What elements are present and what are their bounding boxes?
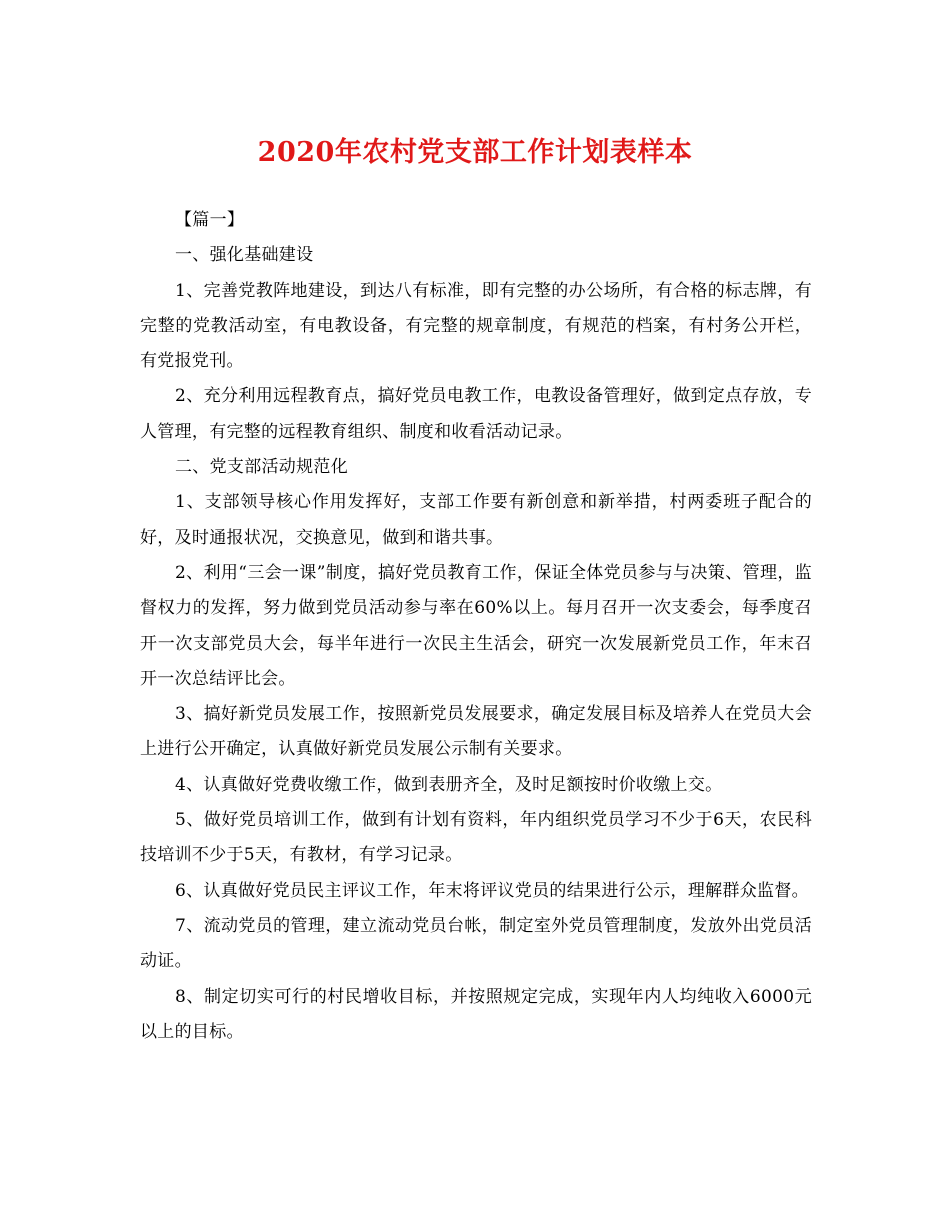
paragraph: 1、支部领导核心作用发挥好，支部工作要有新创意和新举措，村两委班子配合的好，及时通报状况，交换意见，做到和谐共事。 (140, 492, 812, 548)
document-title: 2020年农村党支部工作计划表样本 (257, 137, 693, 168)
paragraph: 4、认真做好党费收缴工作，做到表册齐全，及时足额按时价收缴上交。 (175, 774, 723, 795)
paragraph: 1、完善党教阵地建设，到达八有标准，即有完整的办公场所，有合格的标志牌，有完整的党教活动室，有电教设备，有完整的规章制度，有规范的档案，有村务公开栏，有党报党刊。 (140, 280, 812, 372)
paragraph: 2、充分利用远程教育点，搞好党员电教工作，电教设备管理好，做到定点存放，专人管理，有完整的远程教育组织、制度和收看活动记录。 (140, 386, 812, 442)
paragraph: 7、流动党员的管理，建立流动党员台帐，制定室外党员管理制度，发放外出党员活动证。 (140, 915, 812, 972)
paragraph: 3、搞好新党员发展工作，按照新党员发展要求，确定发展目标及培养人在党员大会上进行公开确定，认真做好新党员发展公示制有关要求。 (140, 704, 812, 760)
heading-2: 二、党支部活动规范化 (175, 457, 348, 478)
paragraph: 6、认真做好党员民主评议工作，年末将评议党员的结果进行公示，理解群众监督。 (175, 880, 809, 901)
document-body (140, 203, 812, 1050)
heading-1: 一、强化基础建设 (175, 245, 314, 266)
paragraph: 2、利用“三会一课”制度，搞好党员教育工作，保证全体党员参与与决策、管理，监督权力的发挥，努力做到党员活动参与率在60%以上。每月召开一次支委会，每季度召开一次支部党员大会，每半年进行一次民主生活会，研究一次发展新党员工作，年末召开一次总结评比会。 (140, 562, 812, 689)
section-label: 【篇一】 (175, 210, 245, 230)
paragraph: 8、制定切实可行的村民增收目标，并按照规定完成，实现年内人均纯收入6000元以上的目标。 (140, 986, 812, 1042)
paragraph: 5、做好党员培训工作，做到有计划有资料，年内组织党员学习不少于6天，农民科技培训不少于5天，有教材，有学习记录。 (140, 810, 812, 866)
